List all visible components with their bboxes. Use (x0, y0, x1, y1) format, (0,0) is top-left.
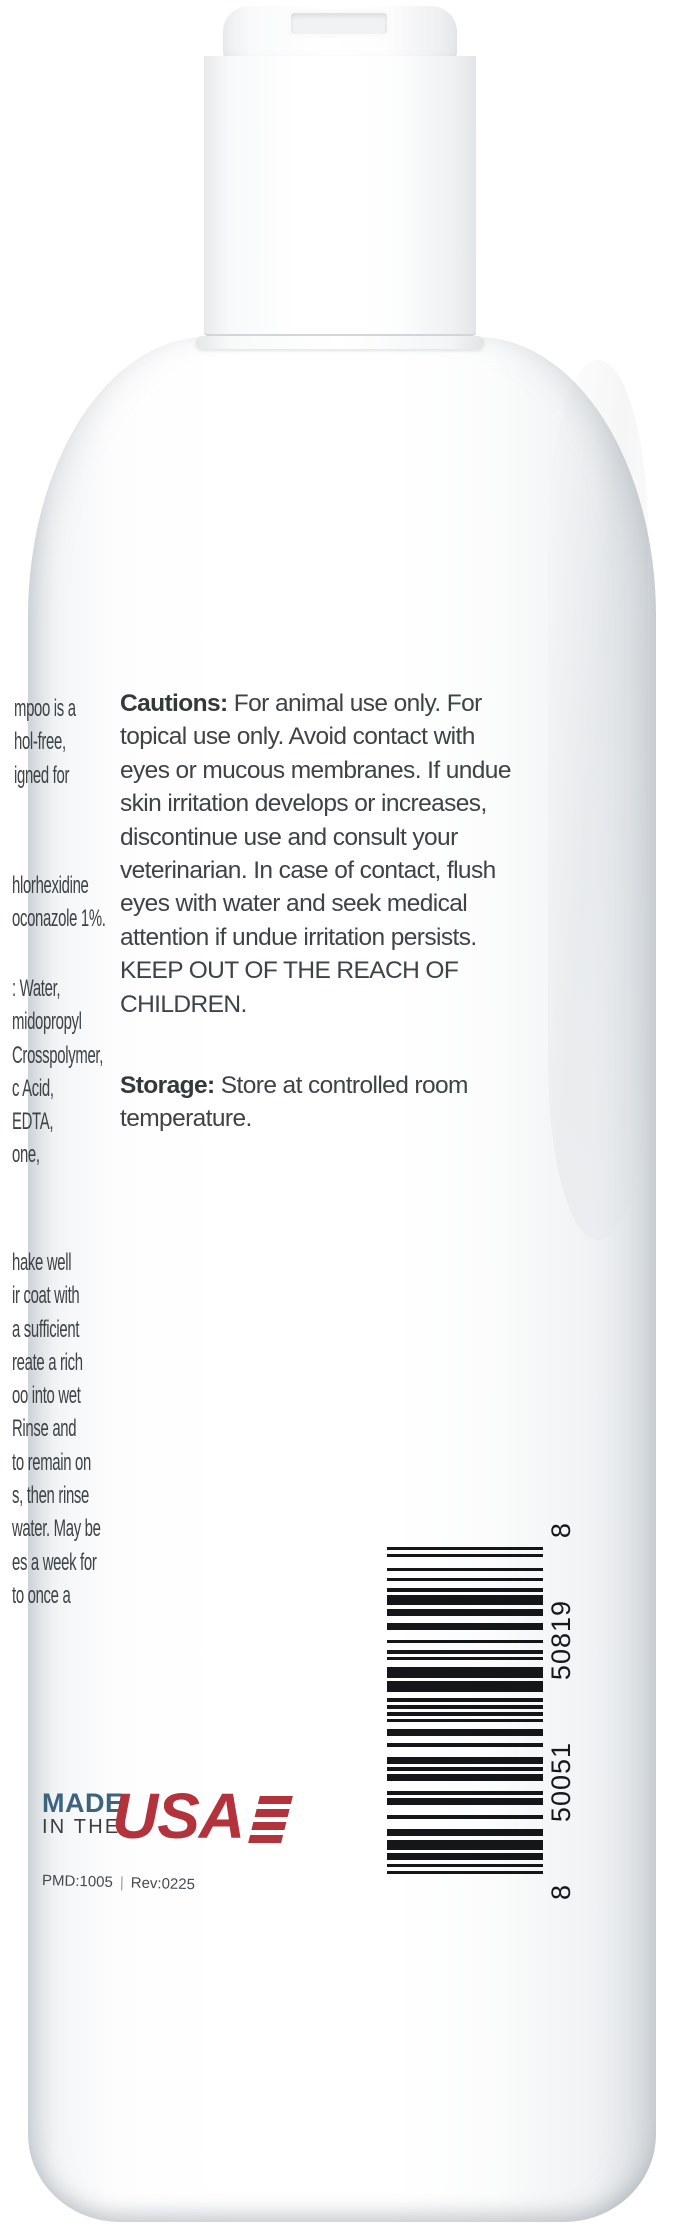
usa-flag-stripes-icon (248, 1796, 293, 1843)
upc-barcode (387, 1522, 577, 1900)
fragment-line: igned for (14, 761, 70, 789)
label-fragment-description (14, 692, 76, 792)
barcode-digit-group: 8 (546, 1522, 576, 1539)
fragment-line: EDTA, (12, 1108, 54, 1136)
fragment-line: oo into wet (12, 1382, 81, 1410)
label-fragment-ingredients (12, 972, 103, 1172)
fragment-line: hol-free, (14, 728, 66, 756)
fragment-line: c Acid, (12, 1074, 54, 1102)
made-text: MADE (42, 1788, 124, 1818)
cautions-text (120, 687, 511, 1021)
fragment-line: Rinse and (12, 1415, 77, 1443)
cautions-line: CHILDREN. (120, 990, 247, 1018)
barcode-digits (546, 1522, 577, 1900)
storage-text (120, 1069, 468, 1136)
cap-seam (196, 336, 484, 349)
barcode-bars (387, 1546, 543, 1874)
cautions-line: KEEP OUT OF THE REACH OF (120, 957, 459, 985)
cautions-line: eyes or mucous membranes. If undue (120, 756, 511, 784)
cautions-line: eyes with water and seek medical (120, 890, 468, 918)
pmd-rev-line (42, 1872, 195, 1893)
cautions-line: topical use only. Avoid contact with (120, 723, 475, 751)
bottle-shoulder-sheen (548, 360, 648, 1240)
bottle-cap-top (223, 6, 457, 62)
fragment-line: to once a (12, 1581, 71, 1609)
fragment-line: es a week for (12, 1548, 97, 1576)
fragment-line: to remain on (12, 1448, 91, 1476)
fragment-line: hake well (12, 1249, 72, 1276)
cautions-line: attention if undue irritation persists. (120, 923, 477, 951)
barcode-digit-group: 50051 (546, 1741, 576, 1823)
cautions-line: discontinue use and consult your (120, 823, 458, 851)
fragment-line: mpoo is a (14, 695, 76, 722)
fragment-line: s, then rinse (12, 1482, 90, 1510)
fragment-line: a sufficient (12, 1315, 80, 1343)
in-the-text: IN THE (42, 1816, 121, 1838)
fragment-line: oconazole 1%. (12, 905, 106, 933)
made-in-usa-logo (41, 1780, 312, 1900)
storage-line: temperature. (120, 1105, 252, 1133)
label-fragment-directions (12, 1246, 101, 1612)
cautions-heading: Cautions: (120, 690, 228, 717)
pmd-code: PMD:1005 (41, 1872, 114, 1891)
fragment-line: hlorhexidine (12, 872, 89, 899)
rev-code: Rev:0225 (130, 1874, 196, 1894)
cautions-line: skin irritation develops or increases, (120, 790, 487, 818)
fragment-line: ir coat with (12, 1282, 80, 1310)
fragment-line: reate a rich (12, 1348, 83, 1376)
fragment-line: one, (12, 1141, 40, 1169)
storage-first-line: Storage: Store at controlled room (120, 1072, 468, 1099)
barcode-digit-group: 8 (546, 1883, 576, 1900)
fragment-line: Crosspolymer, (12, 1041, 104, 1069)
cap-flip-notch (287, 9, 391, 38)
cautions-first-line: Cautions: For animal use only. For (120, 690, 482, 717)
divider: | (119, 1874, 124, 1892)
storage-heading: Storage: (120, 1072, 215, 1099)
fragment-line: midopropyl (12, 1008, 82, 1036)
fragment-line: water. May be (12, 1515, 101, 1543)
label-fragment-actives (12, 869, 106, 936)
cautions-line: veterinarian. In case of contact, flush (120, 857, 496, 885)
bottle-cap (204, 56, 476, 336)
usa-text: USA (112, 1780, 245, 1852)
barcode-digit-group: 50819 (546, 1599, 576, 1681)
fragment-line: : Water, (12, 975, 61, 1002)
